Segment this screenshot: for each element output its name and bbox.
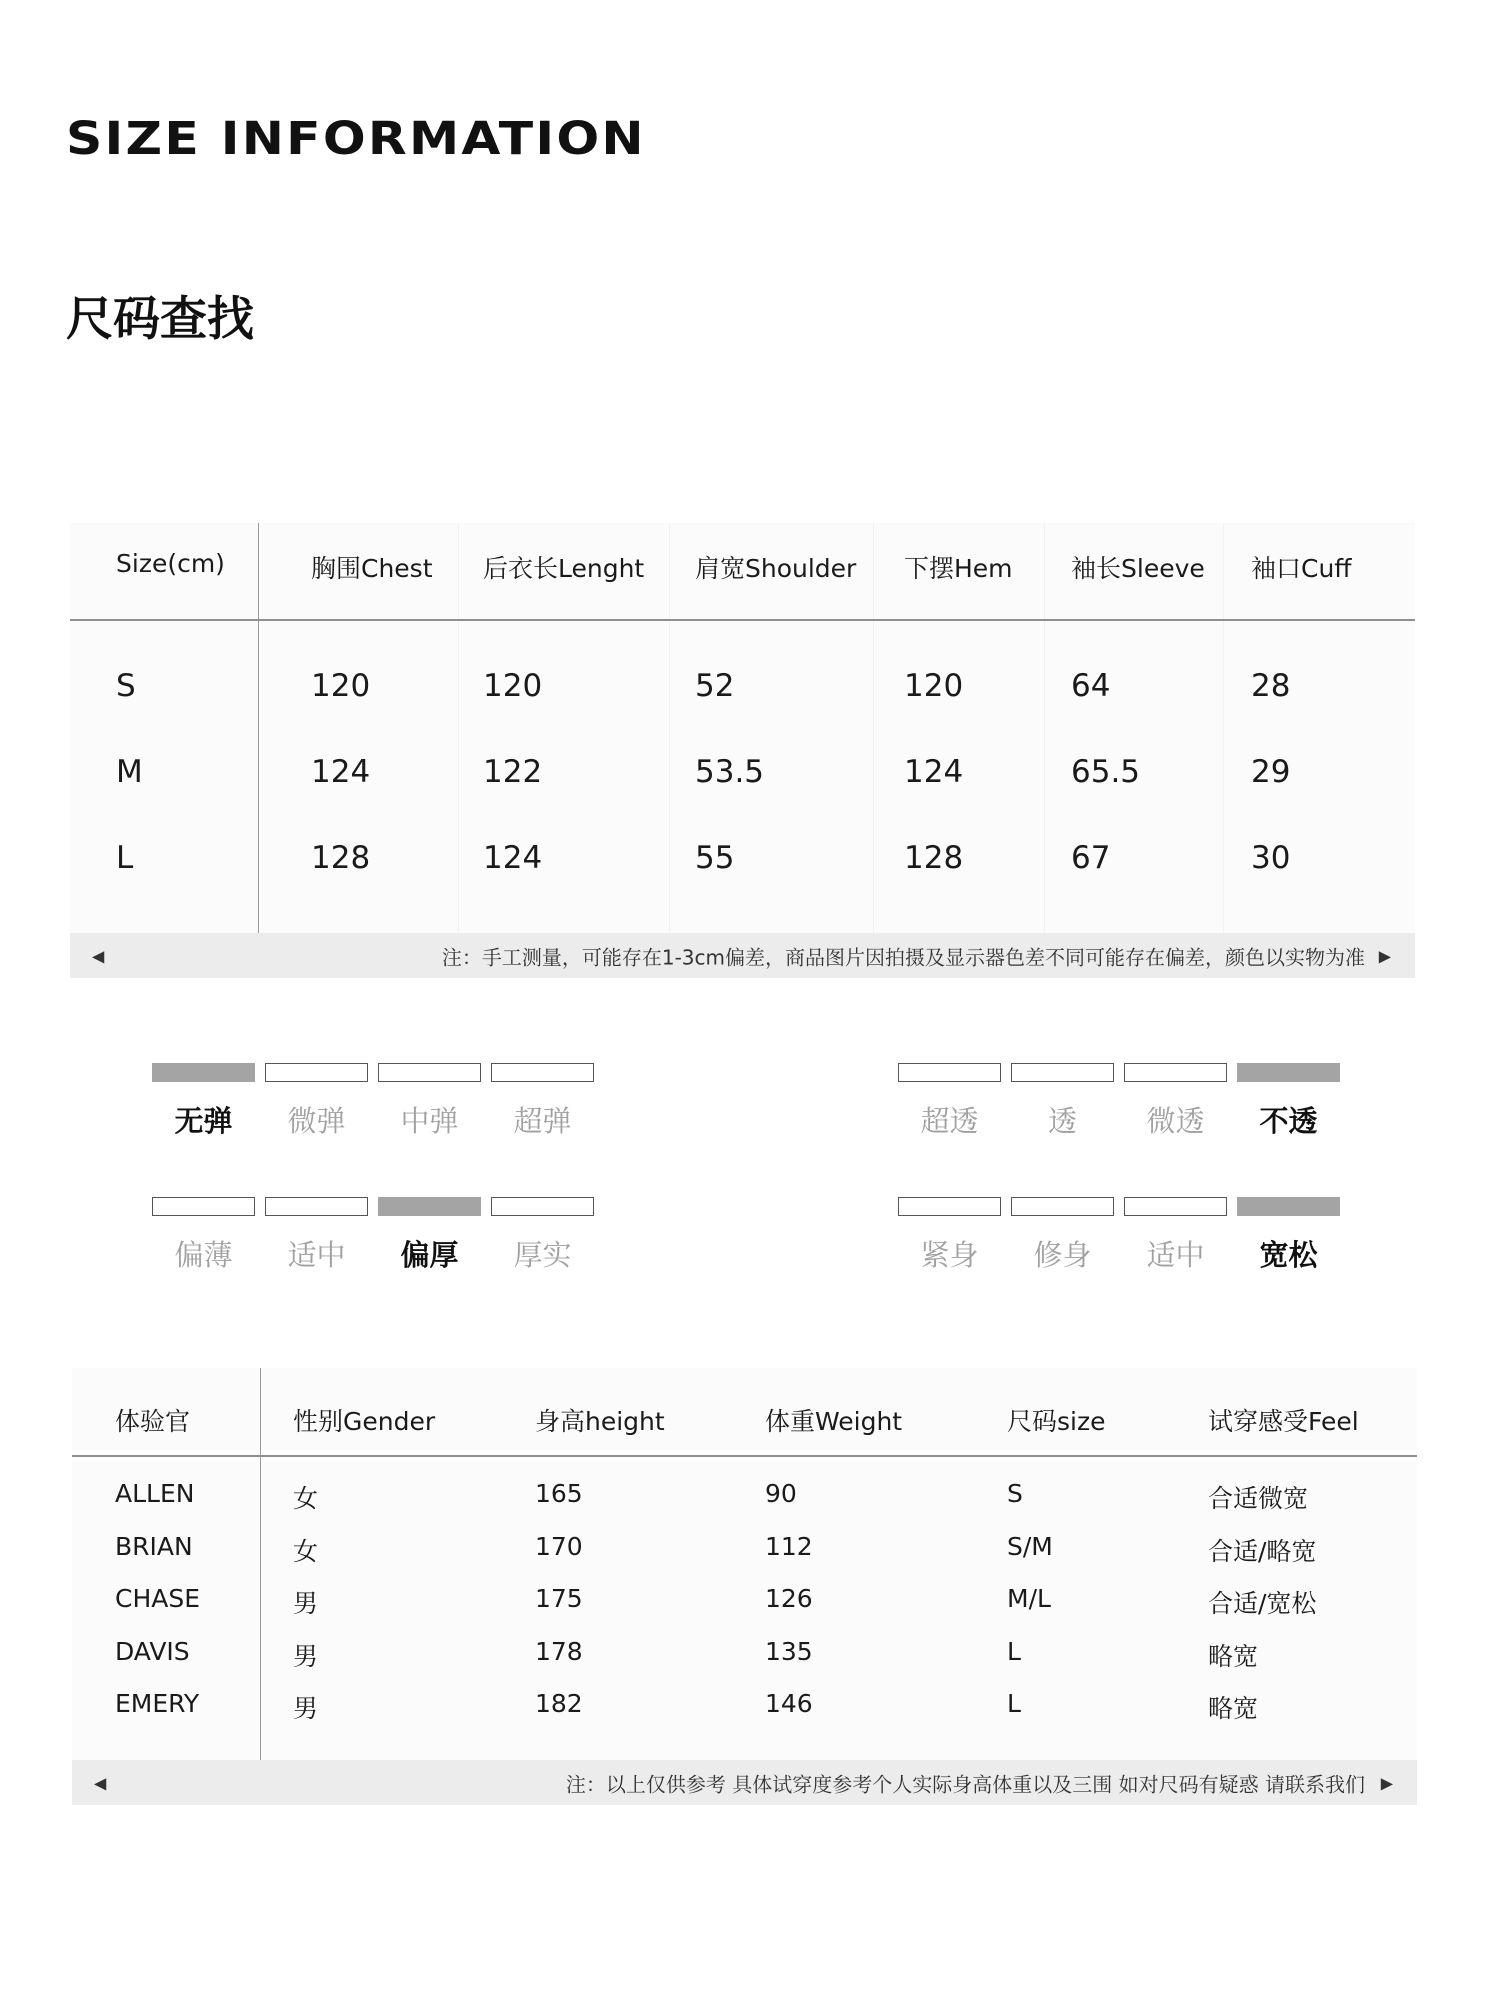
size-column-header: 胸围Chest [311,554,433,583]
tester-table-cell: 合适/略宽 [1208,1536,1317,1566]
size-table-cell: 28 [1251,668,1291,704]
tester-column-header: 身高height [535,1407,665,1436]
tester-column-header: 试穿感受Feel [1208,1407,1359,1436]
size-table-cell: 120 [311,668,371,704]
size-row-label: S [116,668,136,704]
tester-table-cell: 女 [293,1536,319,1566]
fit-level-label: 紧身 [920,1238,979,1272]
elasticity-scale [152,1063,602,1143]
size-column-header: 袖长Sleeve [1071,554,1205,583]
scroll-left-arrow-icon[interactable]: ◀ [94,1773,107,1792]
tester-table-cell: 男 [293,1694,319,1723]
fit-level-bar [898,1197,1001,1216]
transparency-scale [898,1063,1348,1143]
size-column-header: Size(cm) [116,549,225,578]
size-table-cell: 120 [483,668,543,704]
tester-table-cell: 略宽 [1208,1641,1259,1671]
size-table-cell: 65.5 [1071,754,1141,790]
size-column-header: 下摆Hem [904,554,1013,583]
tester-column-header: 性别Gender [293,1407,436,1436]
transparency-level-bar [1124,1063,1227,1082]
tester-column-header: 尺码size [1007,1407,1106,1436]
size-table-cell: 124 [311,754,371,790]
fit-level-bar [1011,1197,1114,1216]
tester-name: CHASE [115,1584,201,1613]
thickness-level-label: 厚实 [513,1238,572,1272]
tester-table-cell: 略宽 [1208,1694,1259,1723]
size-column-header: 后衣长Lenght [483,554,645,583]
thickness-level-label: 偏厚 [400,1238,459,1272]
thickness-level-bar [491,1197,594,1216]
size-note-bar [70,933,1415,978]
elasticity-level-bar [265,1063,368,1082]
scroll-right-arrow-icon[interactable]: ▶ [1378,946,1391,965]
elasticity-level-bar [491,1063,594,1082]
tester-table-cell: 126 [765,1584,813,1613]
tester-note-text: 注：以上仅供参考 具体试穿度参考个人实际身高体重以及三围 如对尺码有疑惑 请联系我们 [565,1772,1365,1796]
elasticity-level-label: 中弹 [400,1104,459,1138]
tester-table-cell: 合适/宽松 [1208,1589,1317,1618]
size-table-cell: 124 [483,840,543,876]
tester-name: EMERY [115,1689,200,1718]
transparency-level-bar [1011,1063,1114,1082]
size-table-cell: 128 [904,840,964,876]
tester-table-cell: L [1007,1636,1021,1666]
size-table-cell: 64 [1071,668,1111,704]
size-table-cell: 124 [904,754,964,790]
tester-table-cell: S [1007,1479,1023,1508]
transparency-level-bar [898,1063,1001,1082]
elasticity-level-bar [152,1063,255,1082]
thickness-level-bar [265,1197,368,1216]
tester-table [72,1368,1417,1760]
transparency-level-label: 透 [1047,1104,1077,1138]
tester-table-cell: 男 [293,1589,319,1618]
tester-table-cell: 90 [765,1479,797,1508]
tester-table-cell: 女 [293,1484,319,1513]
tester-column-header: 体重Weight [765,1407,903,1436]
fit-scale [898,1197,1348,1277]
tester-table-cell: 合适微宽 [1208,1484,1309,1513]
thickness-level-label: 适中 [287,1238,346,1272]
tester-table-cell: 182 [535,1689,583,1718]
size-row-label: L [116,840,134,876]
brand-title: SIZE INFORMATION [66,112,646,165]
section-title: 尺码查找 [66,292,254,347]
tester-table-cell: 146 [765,1689,813,1718]
transparency-level-bar [1237,1063,1340,1082]
scroll-right-arrow-icon[interactable]: ▶ [1380,1773,1393,1792]
elasticity-level-label: 无弹 [174,1104,233,1138]
fit-level-bar [1237,1197,1340,1216]
elasticity-level-bar [378,1063,481,1082]
size-table-cell: 120 [904,668,964,704]
size-note-text: 注：手工测量，可能存在1-3cm偏差，商品图片因拍摄及显示器色差不同可能存在偏差，颜色以实物为准 [441,945,1365,969]
tester-table-cell: S/M [1007,1531,1053,1561]
transparency-level-label: 微透 [1146,1104,1205,1138]
size-column-header: 袖口Cuff [1251,554,1352,583]
thickness-level-label: 偏薄 [174,1238,233,1272]
thickness-level-bar [152,1197,255,1216]
tester-table-cell: L [1007,1689,1021,1718]
size-column-header: 肩宽Shoulder [695,554,857,583]
tester-table-cell: 170 [535,1531,583,1561]
size-table-cell: 30 [1251,840,1291,876]
size-table-cell: 55 [695,840,735,876]
elasticity-level-label: 微弹 [287,1104,346,1138]
tester-name: DAVIS [115,1636,190,1666]
scroll-left-arrow-icon[interactable]: ◀ [92,946,105,965]
size-table-cell: 53.5 [695,754,765,790]
size-table-cell: 67 [1071,840,1111,876]
thickness-level-bar [378,1197,481,1216]
tester-table-cell: M/L [1007,1584,1051,1613]
size-row-label: M [116,754,143,790]
fit-level-label: 宽松 [1259,1238,1318,1272]
tester-name: BRIAN [115,1531,193,1561]
tester-note-bar [72,1760,1417,1805]
elasticity-level-label: 超弹 [513,1104,572,1138]
size-table [70,523,1415,933]
thickness-scale [152,1197,602,1277]
fit-level-bar [1124,1197,1227,1216]
tester-name: ALLEN [115,1479,195,1508]
size-table-cell: 122 [483,754,543,790]
tester-table-cell: 135 [765,1636,813,1666]
size-table-cell: 128 [311,840,371,876]
tester-table-cell: 112 [765,1531,813,1561]
tester-column-header: 体验官 [115,1407,191,1436]
tester-table-cell: 178 [535,1636,583,1666]
tester-table-cell: 165 [535,1479,583,1508]
transparency-level-label: 超透 [920,1104,979,1138]
fit-level-label: 适中 [1146,1238,1205,1272]
transparency-level-label: 不透 [1259,1104,1318,1138]
fit-level-label: 修身 [1033,1238,1092,1272]
size-table-cell: 52 [695,668,735,704]
tester-table-cell: 男 [293,1641,319,1671]
size-table-cell: 29 [1251,754,1291,790]
tester-table-cell: 175 [535,1584,583,1613]
